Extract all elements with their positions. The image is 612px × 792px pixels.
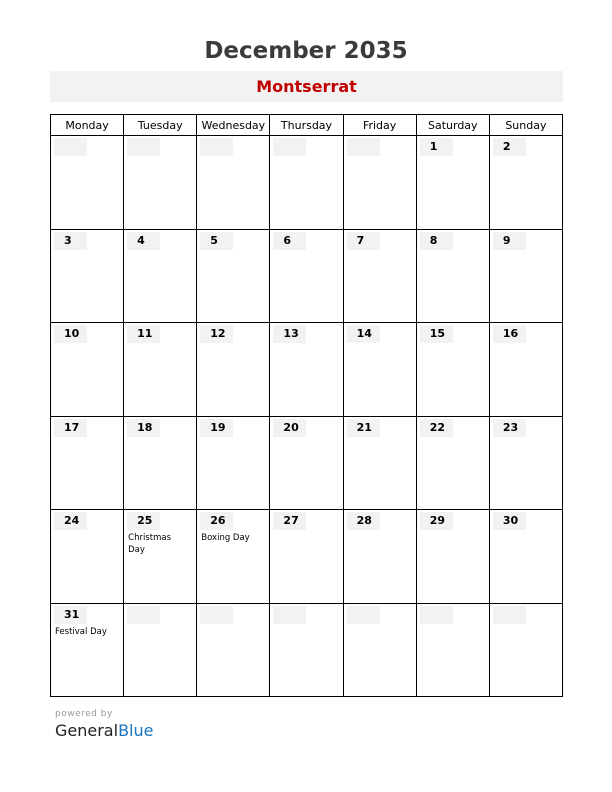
day-number: 17 xyxy=(54,419,87,437)
holiday-label: Boxing Day xyxy=(201,533,250,543)
calendar-day-cell[interactable] xyxy=(124,510,197,604)
day-number: 21 xyxy=(347,419,380,437)
calendar-day-cell[interactable] xyxy=(416,510,489,604)
calendar-day-cell[interactable] xyxy=(416,323,489,417)
calendar-day-cell[interactable] xyxy=(489,510,562,604)
day-number: 7 xyxy=(347,232,380,250)
day-number xyxy=(54,138,87,156)
day-number: 26 xyxy=(200,512,233,530)
day-number xyxy=(127,138,160,156)
day-number: 15 xyxy=(420,325,453,343)
day-number: 23 xyxy=(493,419,526,437)
calendar-day-cell[interactable] xyxy=(124,323,197,417)
calendar-day-cell[interactable] xyxy=(416,229,489,323)
day-number: 22 xyxy=(420,419,453,437)
day-number: 19 xyxy=(200,419,233,437)
weekday-header-row xyxy=(51,115,563,136)
calendar-day-cell[interactable] xyxy=(197,323,270,417)
calendar-day-cell[interactable] xyxy=(197,416,270,510)
calendar-week-row xyxy=(51,136,563,230)
calendar-day-cell[interactable] xyxy=(343,229,416,323)
country-banner xyxy=(50,71,563,102)
holiday-label: Festival Day xyxy=(55,626,107,637)
day-number: 16 xyxy=(493,325,526,343)
calendar-day-cell[interactable] xyxy=(51,229,124,323)
calendar-day-cell[interactable] xyxy=(416,603,489,697)
calendar-week-row xyxy=(51,510,563,604)
weekday-tuesday: Tuesday xyxy=(124,115,197,136)
calendar-day-cell[interactable] xyxy=(51,603,124,697)
calendar-day-cell[interactable] xyxy=(124,603,197,697)
day-number: 9 xyxy=(493,232,526,250)
calendar-day-cell[interactable] xyxy=(51,323,124,417)
day-number xyxy=(347,606,380,624)
brand-general: General xyxy=(55,721,119,740)
calendar-day-cell[interactable] xyxy=(489,603,562,697)
calendar-day-cell[interactable] xyxy=(197,136,270,230)
day-number: 18 xyxy=(127,419,160,437)
country-name: Montserrat xyxy=(256,77,357,96)
calendar-day-cell[interactable] xyxy=(51,416,124,510)
calendar-day-cell[interactable] xyxy=(124,229,197,323)
day-number: 12 xyxy=(200,325,233,343)
calendar-day-cell[interactable] xyxy=(343,416,416,510)
calendar-day-cell[interactable] xyxy=(124,416,197,510)
calendar-week-row xyxy=(51,323,563,417)
calendar-day-cell[interactable] xyxy=(270,510,343,604)
day-number: 8 xyxy=(420,232,453,250)
day-number: 28 xyxy=(347,512,380,530)
calendar-day-cell[interactable] xyxy=(343,603,416,697)
day-number: 6 xyxy=(273,232,306,250)
holiday-label: Christmas Day xyxy=(128,533,171,555)
calendar-day-cell[interactable] xyxy=(51,136,124,230)
calendar-day-cell[interactable] xyxy=(489,229,562,323)
calendar-week-row xyxy=(51,416,563,510)
calendar-day-cell[interactable] xyxy=(197,603,270,697)
day-number xyxy=(200,138,233,156)
calendar-day-cell[interactable] xyxy=(489,323,562,417)
day-number: 1 xyxy=(420,138,453,156)
day-number: 29 xyxy=(420,512,453,530)
calendar-day-cell[interactable] xyxy=(197,229,270,323)
day-number xyxy=(273,606,306,624)
brand-blue: Blue xyxy=(118,721,154,740)
calendar-day-cell[interactable] xyxy=(416,416,489,510)
day-number: 24 xyxy=(54,512,87,530)
calendar-day-cell[interactable] xyxy=(270,136,343,230)
calendar-grid xyxy=(50,114,563,697)
calendar-week-row xyxy=(51,229,563,323)
calendar-day-cell[interactable] xyxy=(343,136,416,230)
day-number: 4 xyxy=(127,232,160,250)
day-number: 30 xyxy=(493,512,526,530)
calendar-day-cell[interactable] xyxy=(416,136,489,230)
weekday-friday: Friday xyxy=(343,115,416,136)
calendar-day-cell[interactable] xyxy=(124,136,197,230)
weekday-monday: Monday xyxy=(51,115,124,136)
weekday-saturday: Saturday xyxy=(416,115,489,136)
day-number: 13 xyxy=(273,325,306,343)
day-number: 3 xyxy=(54,232,87,250)
day-number xyxy=(347,138,380,156)
day-number xyxy=(200,606,233,624)
day-number: 20 xyxy=(273,419,306,437)
calendar-day-cell[interactable] xyxy=(489,136,562,230)
day-number xyxy=(420,606,453,624)
day-number: 31 xyxy=(54,606,87,624)
day-number: 2 xyxy=(493,138,526,156)
weekday-wednesday: Wednesday xyxy=(197,115,270,136)
day-number: 14 xyxy=(347,325,380,343)
page-title: December 2035 xyxy=(204,38,408,64)
day-number: 27 xyxy=(273,512,306,530)
day-number: 25 xyxy=(127,512,160,530)
calendar-day-cell[interactable] xyxy=(270,603,343,697)
brand-logo[interactable] xyxy=(55,721,153,740)
calendar-day-cell[interactable] xyxy=(343,323,416,417)
day-number: 11 xyxy=(127,325,160,343)
calendar-day-cell[interactable] xyxy=(270,323,343,417)
day-number: 10 xyxy=(54,325,87,343)
calendar-day-cell[interactable] xyxy=(270,416,343,510)
day-number xyxy=(127,606,160,624)
calendar-day-cell[interactable] xyxy=(270,229,343,323)
weekday-thursday: Thursday xyxy=(270,115,343,136)
calendar-week-row xyxy=(51,603,563,697)
day-number xyxy=(273,138,306,156)
weekday-sunday: Sunday xyxy=(489,115,562,136)
calendar-day-cell[interactable] xyxy=(343,510,416,604)
footer-branding xyxy=(55,709,153,740)
powered-by-label: powered by xyxy=(55,709,113,719)
day-number xyxy=(493,606,526,624)
calendar-day-cell[interactable] xyxy=(197,510,270,604)
day-number: 5 xyxy=(200,232,233,250)
calendar-day-cell[interactable] xyxy=(51,510,124,604)
calendar-day-cell[interactable] xyxy=(489,416,562,510)
